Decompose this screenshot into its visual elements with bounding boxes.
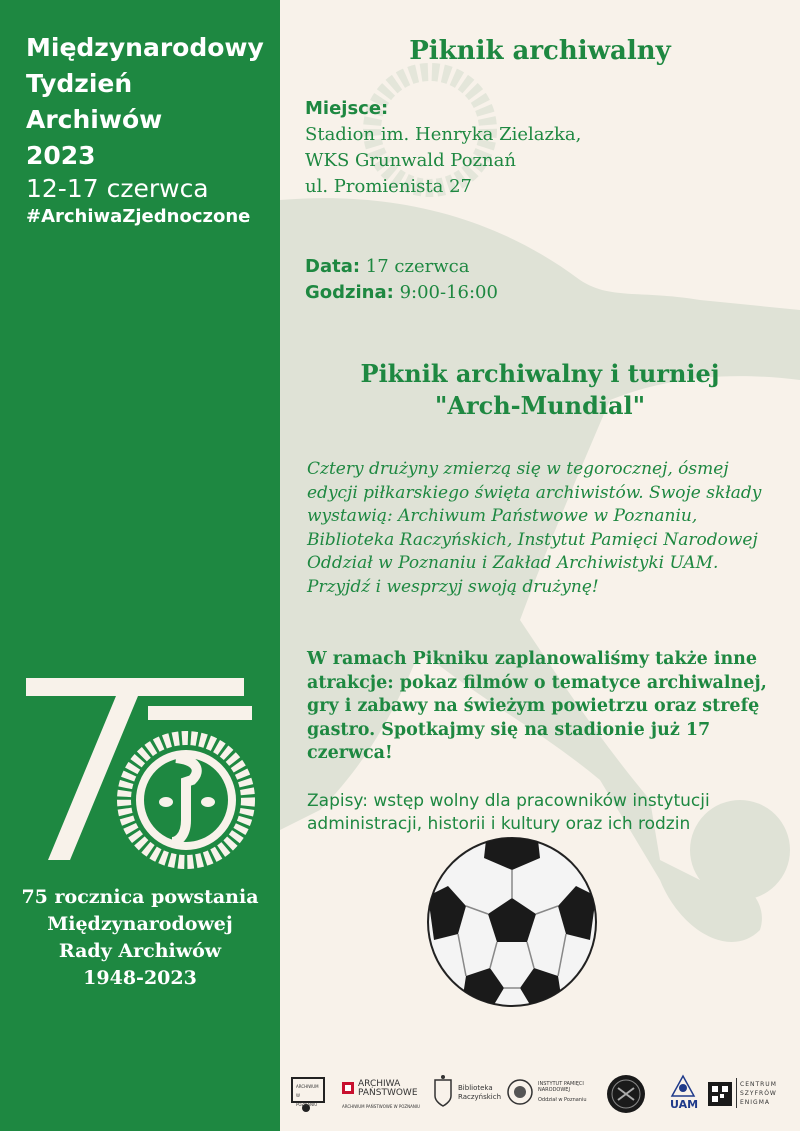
venue-line1: Stadion im. Henryka Zielazka, <box>305 124 582 145</box>
venue-label: Miejsce: <box>305 98 389 119</box>
partner-centrum-enigma <box>708 1074 788 1114</box>
partner-archiwa-panstwowe <box>342 1074 424 1114</box>
anniversary-line3: Rady Archiwów <box>58 940 222 962</box>
tournament-description: Cztery drużyny zmierzą się w tegorocznej, ósmej edycji piłkarskiego święta archiwistów. Swoje składy wystawią: Archiwum Państwowe w Poznaniu, Biblioteka Raczyńskich, Instytut Pamięci Narodowej Oddział w Poznaniu i Zakład Archiwistyki UAM. Przyjdź i wesprzyj swoją drużynę! <box>307 459 762 597</box>
date-time-block <box>305 254 498 306</box>
ica-75-logo <box>26 670 258 870</box>
partner-ipn <box>506 1074 598 1114</box>
partner-archiwum-poznan <box>288 1074 336 1114</box>
event-title <box>26 30 276 174</box>
event-title-line3: 2023 <box>26 141 96 170</box>
ipn-label3: Oddział w Poznaniu <box>538 1097 587 1103</box>
event-dates: 12-17 czerwca <box>26 174 209 203</box>
enigma-grid-icon <box>708 1082 732 1106</box>
tournament-heading <box>280 358 800 422</box>
zaklad-archiwistyki-badge-icon <box>606 1074 646 1114</box>
tournament-heading-line2: "Arch-Mundial" <box>434 391 646 420</box>
signup-info: Zapisy: wstęp wolny dla pracowników instytucji administracji, historii i kultury oraz ich rodzin <box>307 791 710 834</box>
sidebar <box>0 0 280 1131</box>
venue-line3: ul. Promienista 27 <box>305 176 473 197</box>
anniversary-line1: 75 rocznica powstania <box>21 886 259 908</box>
event-title-line1: Międzynarodowy <box>26 33 264 62</box>
archiwa-label1: ARCHIWA <box>358 1079 401 1089</box>
anniversary-line4: 1948-2023 <box>83 967 197 989</box>
partner-biblioteka <box>432 1074 502 1114</box>
event-hashtag: #ArchiwaZjednoczone <box>26 206 251 227</box>
uam-label: UAM <box>670 1098 699 1111</box>
biblioteka-label2: Raczyńskich <box>458 1093 502 1101</box>
biblioteka-crest-icon <box>432 1074 454 1108</box>
page-title: Piknik archiwalny <box>409 36 671 66</box>
enigma-divider <box>736 1078 737 1108</box>
date-row <box>305 254 498 280</box>
anniversary-text <box>0 884 280 992</box>
event-title-line2: Tydzień Archiwów <box>26 69 163 134</box>
venue-block <box>305 96 581 200</box>
ipn-seal-icon <box>506 1078 534 1106</box>
partner-uam <box>664 1074 704 1114</box>
partner-logos <box>280 1062 800 1124</box>
enigma-label1: CENTRUM <box>740 1081 777 1088</box>
date-label: Data: <box>305 256 361 277</box>
main-content <box>280 0 800 1131</box>
time-label: Godzina: <box>305 282 394 303</box>
time-row <box>305 280 498 306</box>
archiwa-label2: PAŃSTWOWE <box>358 1088 418 1098</box>
soccer-ball-icon <box>426 836 598 1008</box>
time-value: 9:00-16:00 <box>399 282 498 303</box>
enigma-label2: SZYFRÓW <box>740 1090 777 1097</box>
archiwa-sub: ARCHIWUM PAŃSTWOWE W POZNANIU <box>342 1104 420 1109</box>
logo-five-bar <box>148 706 252 720</box>
attractions-paragraph: W ramach Pikniku zaplanowaliśmy także inne atrakcje: pokaz filmów o tematyce archiwalnej, gry i zabawy na świeżym powietrzu oraz strefę gastro. Spotkajmy się na stadionie już 17 czerwca! <box>307 649 767 763</box>
ipn-label2: NARODOWEJ <box>538 1087 570 1093</box>
logo-face-left-eye <box>159 797 173 807</box>
tournament-heading-line1: Piknik archiwalny i turniej <box>360 359 720 388</box>
biblioteka-label1: Biblioteka <box>458 1084 493 1092</box>
date-value: 17 czerwca <box>365 256 470 277</box>
archiwum-poznan-label: ARCHIWUM W POZNANIU <box>296 1084 319 1107</box>
logo-face-nose <box>172 758 197 842</box>
partner-zaklad-archiwistyki <box>606 1074 654 1114</box>
logo-face-right-eye <box>201 797 215 807</box>
venue-line2: WKS Grunwald Poznań <box>305 150 516 171</box>
anniversary-line2: Międzynarodowej <box>47 913 233 935</box>
archiwa-panstwowe-icon <box>342 1082 354 1094</box>
uam-crest-icon <box>668 1074 698 1100</box>
enigma-label3: ENIGMA <box>740 1099 770 1106</box>
ipn-label1: INSTYTUT PAMIĘCI <box>538 1081 584 1087</box>
